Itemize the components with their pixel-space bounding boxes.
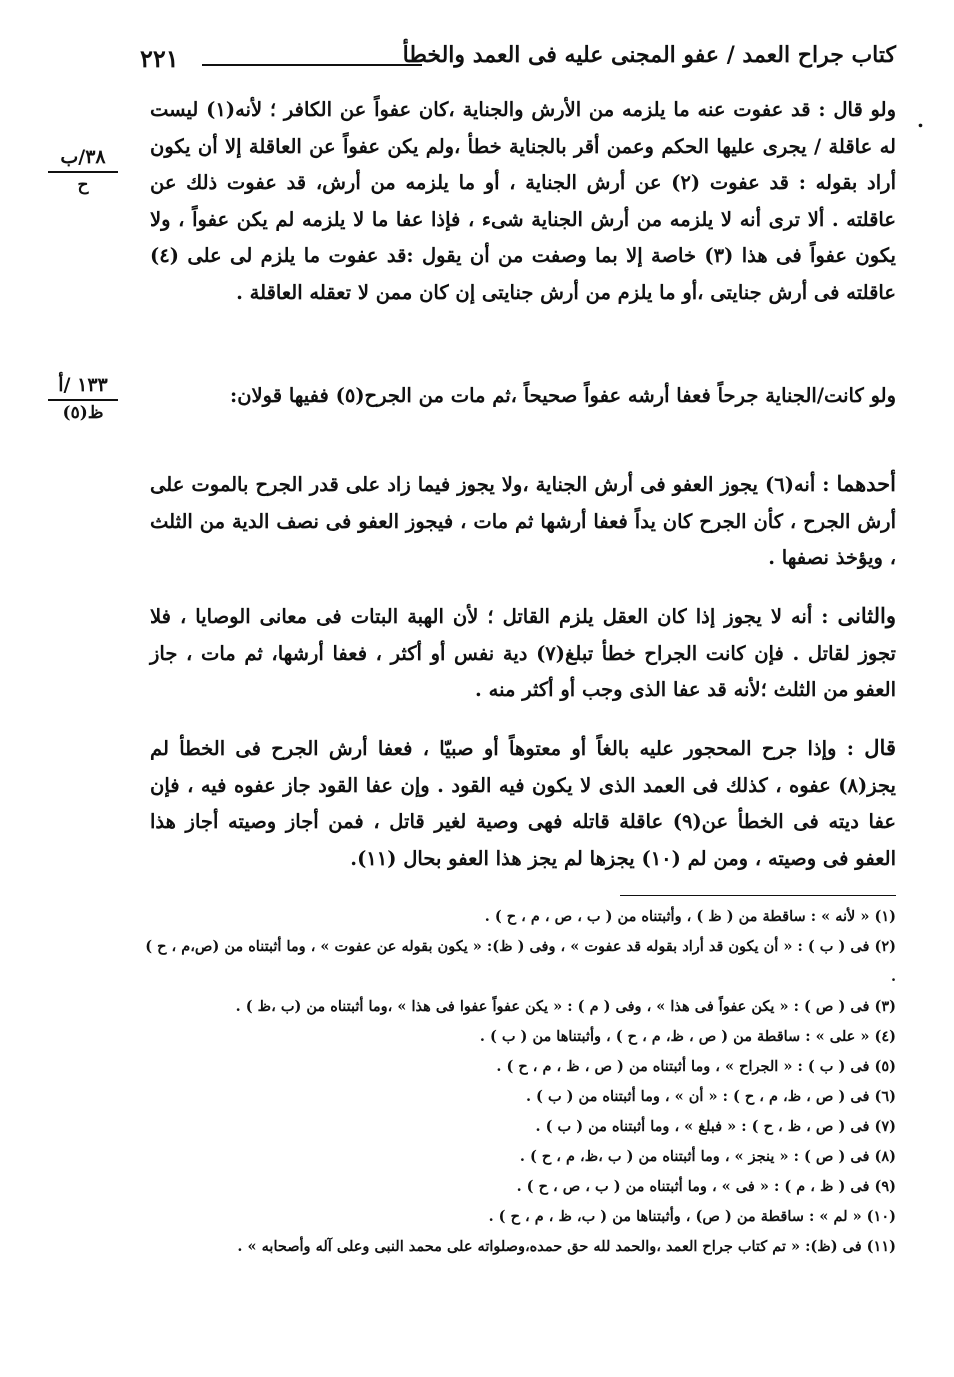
paragraph-3 bbox=[150, 466, 896, 577]
page-header bbox=[140, 42, 896, 82]
paragraph-5 bbox=[150, 730, 896, 877]
paragraph-text: : أنه لا يجوز إذا كان العقل يلزم القاتل ؛ لأن الهبة البتات فى معانى الوصايا ، فلا تجوز لقاتل . فإن كانت الجراح خطأ تبلغ(٧) دية نفس أو أكثر ، فعفا أرشها، ثم مات ، جاز العفو من الثلث ؛لأنه قد عفا الذى وجب أو أكثر منه . bbox=[150, 605, 896, 701]
footnote: (٢) فى ( ب ) : « أن يكون قد أراد بقوله قد عفوت » ، وفى ( ظ): « يكون بقوله عن عفوت » ، وما أثبتناه من (ص،م ، ح ) . bbox=[145, 938, 896, 985]
footnote: (٨) فى ( ص ) : « ينجز » ، وما أثبتناه من ( ب ،ظ، م ، ح ) . bbox=[519, 1148, 896, 1165]
footnotes bbox=[145, 902, 896, 1262]
margin-dot: . bbox=[917, 108, 924, 132]
header-rule bbox=[202, 64, 422, 66]
footnote-rule bbox=[620, 895, 896, 896]
margin-note-folio: ٣٨/ب bbox=[48, 146, 118, 173]
footnote: (٣) فى ( ص ) : « يكن عفواً فى هذا » ، وفى ( م ) : « يكن عفواً عفوا فى هذا » ،وما أثبتناه من (ب ،ظ ) . bbox=[235, 998, 896, 1015]
running-title: كتاب جراح العمد / عفو المجنى عليه فى العمد والخطأ bbox=[402, 42, 896, 68]
paragraph-text: ولو كانت/الجناية جرحاً فعفا أرشه عفواً صحيحاً ،ثم مات من الجرح(٥) ففيها قولان: bbox=[230, 384, 896, 407]
paragraph-2 bbox=[150, 378, 896, 415]
margin-note-manuscript-1 bbox=[48, 146, 118, 195]
footnote: (٩) فى ( ظ ، م ) : « فى » ، وما أثبتناه من ( ب ، ص ، ح ) . bbox=[516, 1178, 896, 1195]
paragraph-text: ولو قال : قد عفوت عنه ما يلزمه من الأرش والجناية ،كان عفواً عن الكافر ؛ لأنه(١) ليست له عاقلة / يجرى عليها الحكم وعمن أقر بالجناية خطأ ،ولم يكن عفواً عن العاقلة إلا أن يكون أراد بقوله : قد عفوت (٢) عن أرش الجناية ، أو ما يلزمه من أرش، قد عفوت ذلك عن عاقلته . ألا ترى أنه لا يلزمه من أرش الجناية شىء ، فإذا عفا ما لا يلزمه لم يكن عفواً ، ولا يكون عفواً فى هذا (٣) خاصة إلا بما وصفت من أن يقول :قد عفوت ما يلزم لى على (٤) عاقلته فى أرش جنايتى ،أو ما يلزم من أرش جنايتى إن كان ممن لا تعقله العاقلة . bbox=[150, 98, 896, 304]
margin-note-folio: ١٣٣ /أ bbox=[48, 374, 118, 401]
margin-note-manuscript-2 bbox=[48, 374, 118, 423]
footnote: (١٠) « لم » : ساقطة من ( ص) ، وأثبتناها من ( ب، ظ ، م ، ح ) . bbox=[488, 1208, 896, 1225]
footnote: (٥) فى ( ب ) : « الجراح » ، وما أثبتناه من ( ص ، ظ ، م ، ح ) . bbox=[496, 1058, 896, 1075]
paragraph-lead: والثانى bbox=[837, 603, 896, 628]
footnote: (١) « لأنه » : ساقطة من ( ظ ) ، وأثبتناه من ( ب ، ص ، م ، ح ) . bbox=[484, 908, 896, 925]
margin-note-siglum: ظ(٥) bbox=[62, 402, 104, 423]
paragraph-text: : وإذا جرح المحجور عليه بالغاً أو معتوهاً أو صبيّا ، فعفا أرش الجرح فى الخطأ لم يجز(٨) عفوه ، كذلك فى العمد الذى لا يكون فيه القود . وإن عفا القود جاز عفوه فيه ، فإن عفا ديته فى الخطأ عن(٩) عاقلة قاتله فهى وصية لغير قاتل ، فمن أجاز وصيته أجاز هذا العفو فى وصيته ، ومن لم (١٠) يجزها لم يجز هذا العفو بحال (١١). bbox=[150, 737, 896, 870]
paragraph-4 bbox=[150, 598, 896, 709]
paragraph-lead: أحدهما bbox=[836, 471, 896, 496]
paragraph-lead: قال bbox=[864, 735, 896, 760]
paragraph-text: : أنه(٦) يجوز العفو فى أرش الجناية ،ولا يجوز فيما زاد على قدر الجرح بالموت على أرش الجرح ، كأن الجرح كان يداً فعفا أرشها ثم مات ، فيجوز العفو فى نصف الدية من الثلث ، ويؤخذ نصفها . bbox=[150, 473, 896, 569]
footnote: (٦) فى ( ص ، ظ، م ، ح ) : « أن » ، وما أثبتناه من ( ب ) . bbox=[525, 1088, 896, 1105]
margin-note-siglum: ح bbox=[77, 174, 89, 195]
page-number: ٢٢١ bbox=[140, 44, 179, 73]
footnote: (٧) فى ( ص ، ظ ، ح ) : « فبلغ » ، وما أثبتناه من ( ب ) . bbox=[535, 1118, 896, 1135]
footnote: (١١) فى (ظ): « تم كتاب جراح العمد ،والحمد لله حق حمده،وصلواته على محمد النبى وعلى آله وأصحابه » . bbox=[237, 1238, 896, 1255]
paragraph-1 bbox=[150, 92, 896, 311]
footnote: (٤) « على » : ساقطة من ( ص ، ظ، م ، ح ) ، وأثبتناها من ( ب ) . bbox=[479, 1028, 896, 1045]
